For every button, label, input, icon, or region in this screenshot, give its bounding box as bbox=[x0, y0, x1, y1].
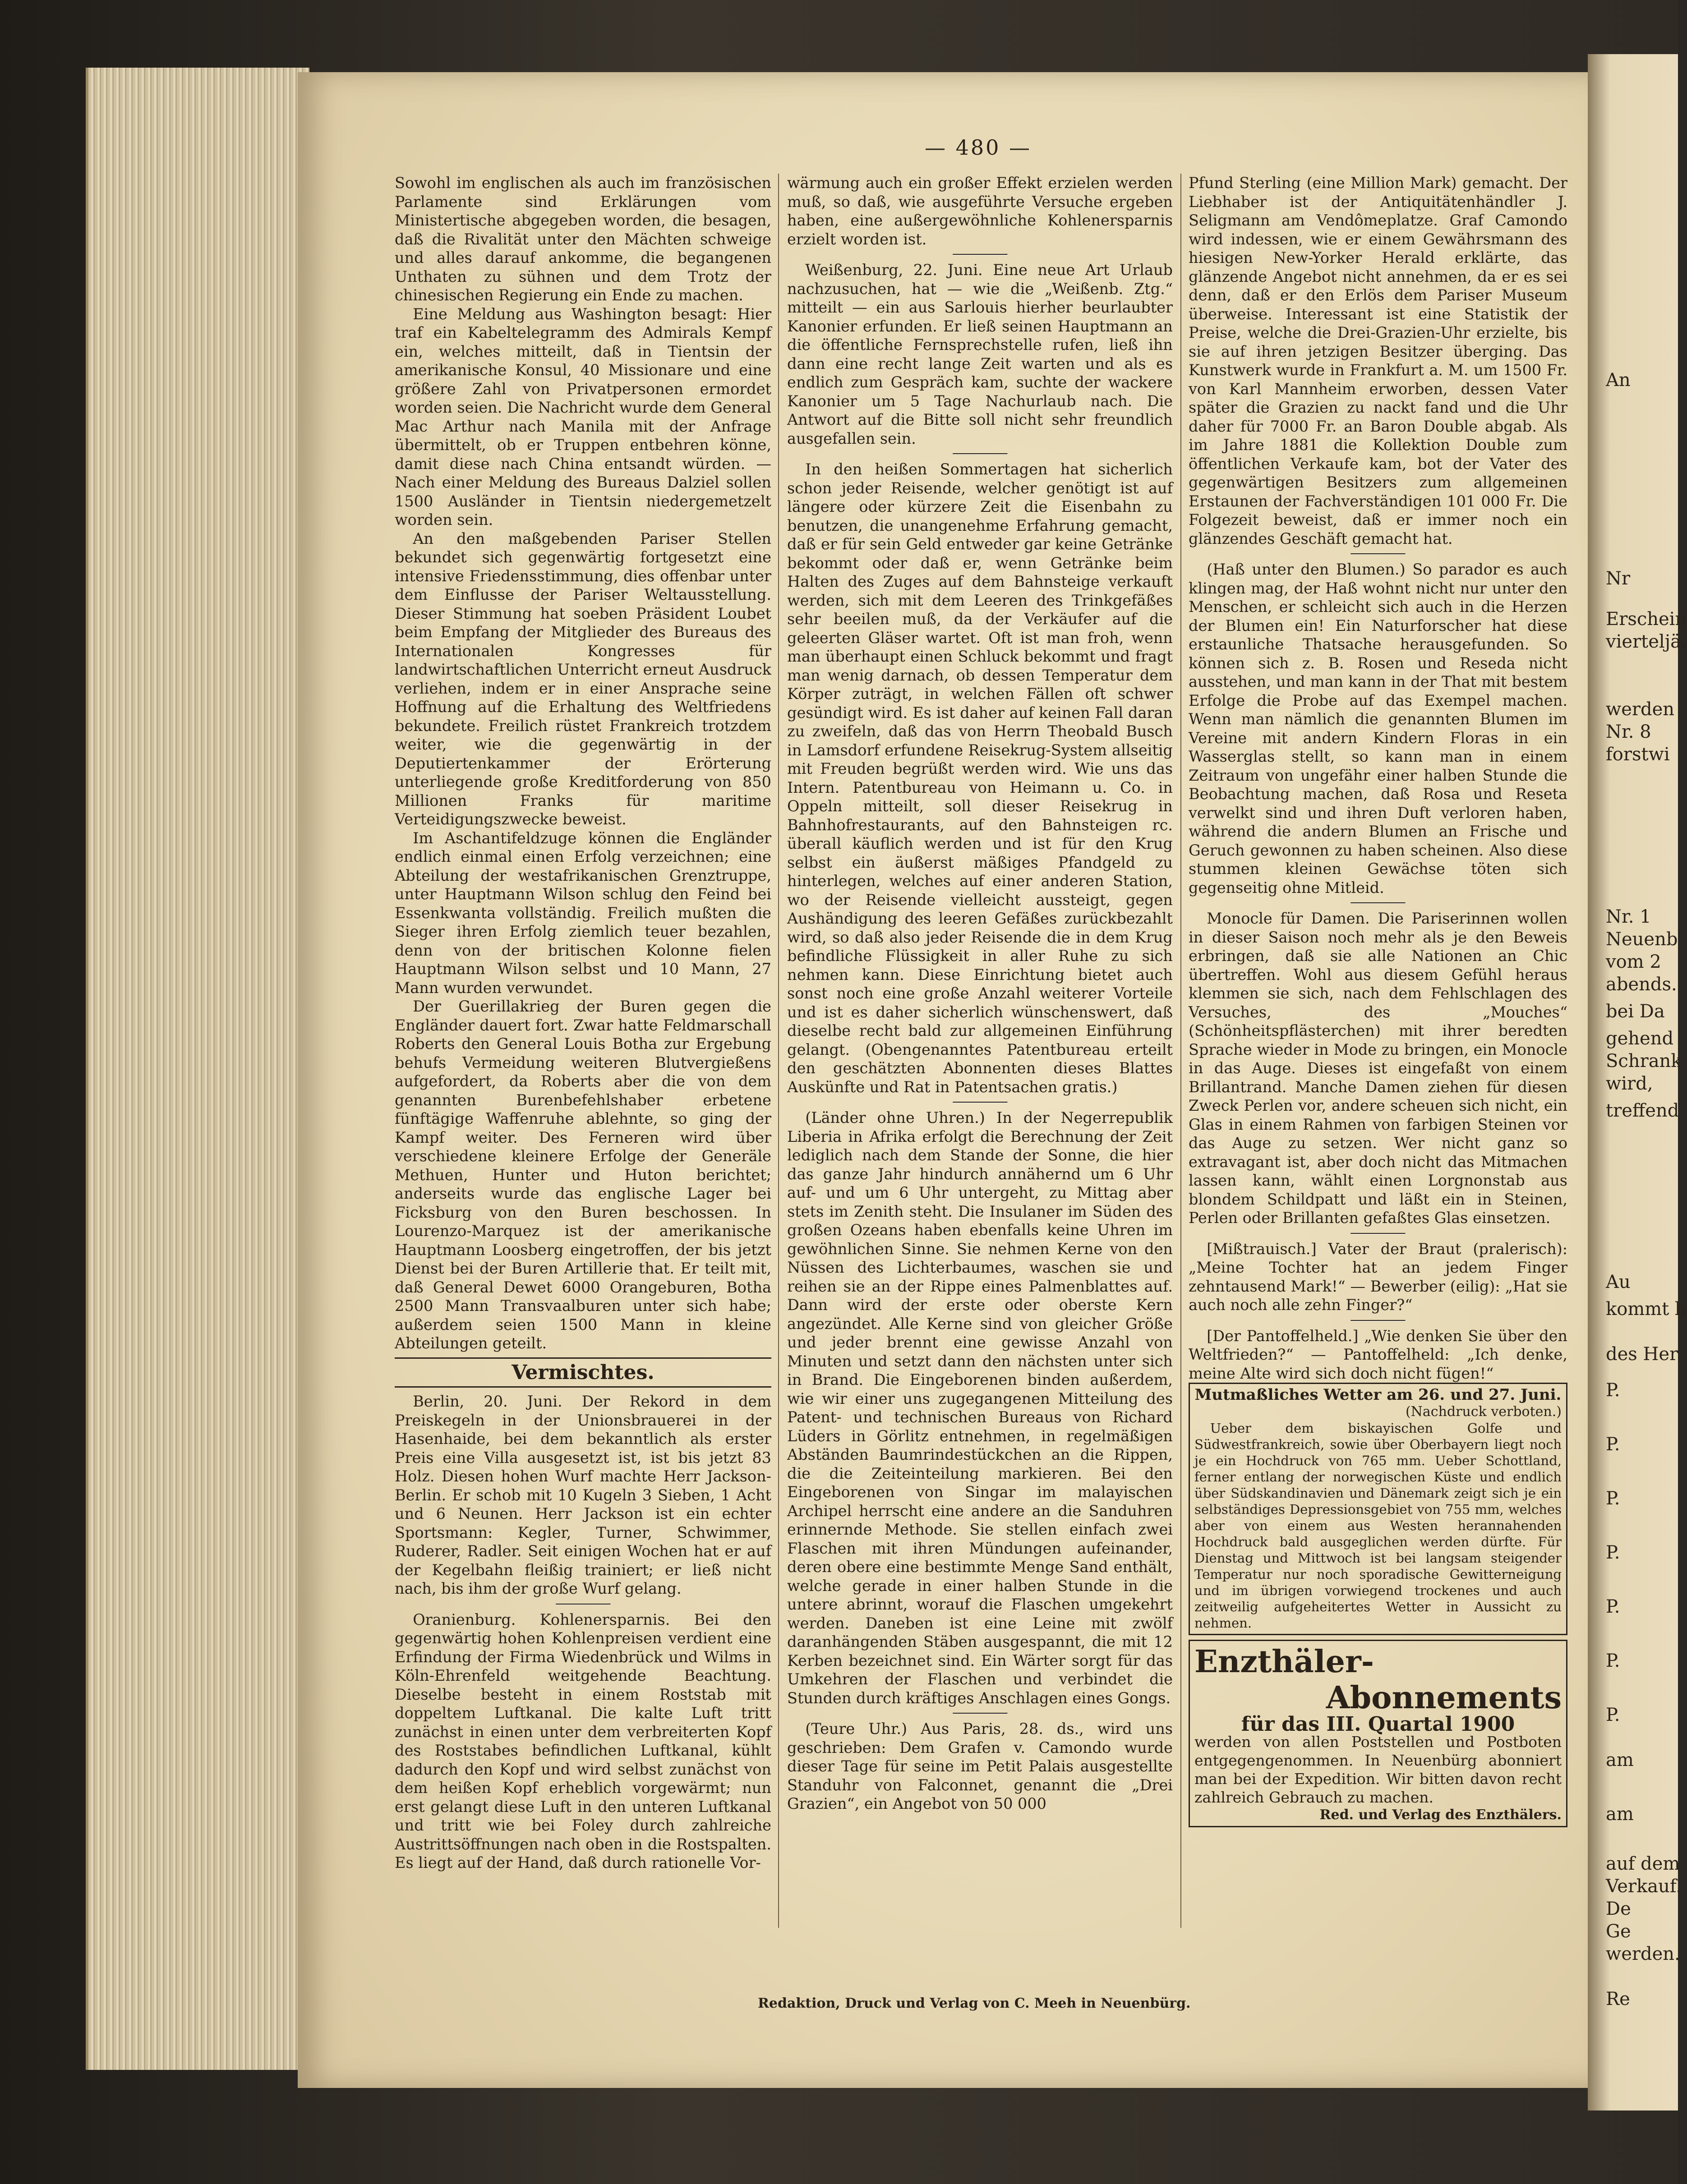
next-page-text-fragment: Neuenb bbox=[1606, 929, 1678, 950]
article-paragraph: [Der Pantoffelheld.] „Wie denken Sie über den Weltfrieden?“ — Pantoffelheld: „Ich denke, meine Alte wird sich doch nicht fügen!“ bbox=[1189, 1327, 1567, 1382]
ad-title-line-1: Enzthäler- bbox=[1194, 1644, 1374, 1680]
article-paragraph: (Länder ohne Uhren.) In der Negerrepublik Liberia in Afrika erfolgt die Berechnung der Zeit lediglich nach dem Stande der Sonne, die hier das ganze Jahr hindurch annähernd um 6 Uhr auf- und um 6 Uhr untergeht, zu Mittag aber stets im Zenith steht. Die Insulaner im Süden des großen Ozeans haben ebenfalls keine Uhren im gewöhnlichen Sinne. Sie nehmen Kerne von den Nüssen des Lichterbaumes, waschen sie und reihen sie an der Rippe eines Palmenblattes auf. Dann wird der erste oder oberste Kern angezündet. Alle Kerne sind von gleicher Größe und jeder brennt eine gewisse Anzahl von Minuten und setzt dann den nächsten unter sich in Brand. Die Eingeborenen binden außerdem, wie wir einer uns zugegangenen Mitteilung des Patent- und technischen Bureaus von Richard Lüders in Görlitz entnehmen, in regelmäßigen Abständen Baumrindestückchen an die Rippen, die die Zeiteinteilung markieren. Bei den Eingeborenen von Singar im malayischen Archipel herrscht eine andere an die Sanduhren erinnernde Methode. Sie stellen einfach zwei Flaschen mit ihren Mündungen aufeinander, deren obere eine bestimmte Menge Sand enthält, welche gerade in einer halben Stunde in die untere abrinnt, worauf die Flaschen umgekehrt werden. Daneben ist eine Leine mit zwölf daranhängenden Stäben ausgespannt, die mit 12 Kerben bezeichnet sind. Ein Wärter sorgt für das Umkehren der Flaschen und verbindet die Stunden durch kräftiges Anschlagen eines Gongs. bbox=[787, 1109, 1173, 1707]
column-divider bbox=[1180, 174, 1181, 1928]
ad-title-line-2: Abonnements bbox=[1326, 1680, 1562, 1716]
article-paragraph: Im Aschantifeldzuge können die Engländer endlich einmal einen Erfolg verzeichnen; eine Abteilung der westafrikanischen Grenztruppe, unter Hauptmann Wilson schlug den Feind bei Essenkwanta vollständig. Freilich mußten die Sieger ihren Erfolg ziemlich teuer bezahlen, denn von der britischen Kolonne fielen Hauptmann Wilson selbst und 10 Mann, 27 Mann wurden verwundet. bbox=[395, 829, 771, 997]
article-separator bbox=[953, 453, 1008, 455]
article-separator bbox=[1351, 1233, 1406, 1234]
next-page-text-fragment: Re bbox=[1606, 1989, 1630, 2009]
section-rule bbox=[395, 1357, 771, 1359]
next-page-text-fragment: treffend bbox=[1606, 1100, 1679, 1121]
article-paragraph: Sowohl im englischen als auch im französischen Parlamente sind Erklärungen vom Ministertische abgegeben worden, die besagen, daß die Rivalität unter den Mächten schweige und alles darauf ankomme, die begangenen Unthaten zu sühnen und dem Trotz der chinesischen Regierung ein Ende zu machen. bbox=[395, 174, 771, 304]
next-page-text-fragment: des Her bbox=[1606, 1344, 1678, 1365]
next-page-text-fragment: Verkauf. bbox=[1606, 1876, 1682, 1897]
next-page-text-fragment: Nr. 1 bbox=[1606, 906, 1651, 927]
weather-note: (Nachdruck verboten.) bbox=[1405, 1404, 1562, 1420]
next-page-text-fragment: werden. bbox=[1606, 1944, 1680, 1964]
article-paragraph: (Teure Uhr.) Aus Paris, 28. ds., wird uns geschrieben: Dem Grafen v. Camondo wurde dieser Tage für seine im Petit Palais ausgestellte Standuhr von Falconnet, genannt die „Drei Grazien“, ein Angebot von 50 000 bbox=[787, 1720, 1173, 1812]
next-page-text-fragment: P. bbox=[1606, 1596, 1620, 1617]
article-paragraph: Oranienburg. Kohlenersparnis. Bei den gegenwärtig hohen Kohlenpreisen verdient eine Erfindung der Firma Wiedenbrück und Wilms in Köln-Ehrenfeld weitgehende Beachtung. Dieselbe besteht in einem Roststab mit doppeltem Luftkanal. Die kalte Luft tritt zunächst in einen unter dem verbreiterten Kopf des Roststabes befindlichen Luftkanal, kühlt dadurch den Kopf und wird selbst zunächst von dem heißen Kopf erheblich vorgewärmt; nun erst gelangt diese Luft in den unteren Luftkanal und tritt wie bei Foley durch zahlreiche Austrittsöffnungen nach oben in die Rostspalten. Es liegt auf der Hand, daß durch rationelle Vor- bbox=[395, 1610, 771, 1871]
article-paragraph: [Mißtrauisch.] Vater der Braut (pralerisch): „Meine Tochter hat an jedem Finger zehntausend Mark!“ — Bewerber (eilig): „Hat sie auch noch alle zehn Finger?“ bbox=[1189, 1240, 1567, 1314]
article-separator bbox=[953, 1102, 1008, 1103]
next-page-text-fragment: werden bbox=[1606, 699, 1675, 720]
article-separator bbox=[556, 1604, 611, 1605]
ad-signature: Red. und Verlag des Enzthälers. bbox=[1319, 1807, 1562, 1823]
article-paragraph: (Haß unter den Blumen.) So parador es auch klingen mag, der Haß wohnt nicht nur unter den Menschen, er schleicht sich auch in die Herzen der Blumen ein! Ein Naturforscher hat diese erstaunliche Thatsache herausgefunden. So können sich z. B. Rosen und Reseda nicht ausstehen, und man kann in der That mit bestem Erfolge die Probe auf das Exempel machen. Wenn man nämlich die genannten Blumen im Vereine mit andern Kindern Floras in ein Wasserglas stellt, so kann man in einem Zeitraum von ungefähr einer halben Stunde die Beobachtung machen, daß Rosa und Reseta verwelkt sind und ihren Duft verloren haben, während die andern Blumen an Frische und Geruch gewonnen zu haben scheinen. Also diese stummen kleinen Gewächse töten sich gegenseitig ohne Mitleid. bbox=[1189, 561, 1567, 897]
article-separator bbox=[953, 1713, 1008, 1714]
next-page-text-fragment: P. bbox=[1606, 1434, 1620, 1455]
section-heading: Vermischtes. bbox=[512, 1361, 655, 1384]
next-page-fragment bbox=[1588, 54, 1687, 2110]
next-page-text-fragment: P. bbox=[1606, 1651, 1620, 1671]
weather-heading: Mutmaßliches Wetter am 26. und 27. Juni. bbox=[1194, 1386, 1562, 1404]
article-paragraph: Monocle für Damen. Die Pariserinnen wollen in dieser Saison noch mehr als je den Beweis erbringen, daß sie alle Nationen an Chic übertreffen. Wohl aus diesem Gefühl heraus klemmen sie sich, nach dem Fehlschlagen des Versuches, des „Mouches“ (Schönheitspflästerchen) mit ihrer beredten Sprache wieder in Mode zu bringen, ein Monocle in das Auge. Dieses ist eingefaßt von einem Brillantrand. Manche Damen ziehen für diesen Zweck Perlen vor, andere scheuen sich nicht, ein Glas in einem Rahmen von farbigen Steinen vor das Auge zu setzen. Wer nicht ganz so extravagant ist, aber doch nicht das Mitmachen lassen kann, wählt einen Lorgnonstab aus blondem Schildpatt und läßt ein in Steinen, Perlen oder Brillanten gefaßtes Glas einsetzen. bbox=[1189, 910, 1567, 1227]
next-page-text-fragment: P. bbox=[1606, 1488, 1620, 1509]
article-paragraph: Berlin, 20. Juni. Der Rekord in dem Preiskegeln in der Unionsbrauerei in der Hasenhaide, bei dem bekanntlich als erster Preis eine Villa ausgesetzt ist, ist bis jetzt 83 Holz. Diesen hohen Wurf machte Herr Jackson-Berlin. Er schob mit 10 Kugeln 3 Sieben, 1 Acht und 6 Neunen. Herr Jackson ist ein echter Sportsmann: Kegler, Turner, Schwimmer, Ruderer, Radler. Seit einigen Wochen hat er auf der Kegelbahn fleißig trainiert; er ließ nicht nach, bis ihm der große Wurf gelang. bbox=[395, 1393, 771, 1597]
article-separator bbox=[1351, 902, 1406, 904]
column-2 bbox=[787, 174, 1173, 1813]
ad-body: werden von allen Poststellen und Postboten entgegengenommen. In Neuenbürg abonniert man bei der Expedition. Wir bitten davon recht zahlreich Gebrauch zu machen. bbox=[1194, 1733, 1562, 1806]
imprint: Redaktion, Druck und Verlag von C. Meeh in Neuenbürg. bbox=[758, 1995, 1191, 2011]
article-separator bbox=[1351, 553, 1406, 555]
next-page-text-fragment: am bbox=[1606, 1804, 1634, 1825]
article-paragraph: Pfund Sterling (eine Million Mark) gemacht. Der Liebhaber ist der Antiquitätenhändler J. Seligmann am Vendômeplatze. Graf Camondo wird indessen, wie er einem Gewährsmann des hiesigen New-Yorker Herald erklärte, das glänzende Angebot nicht annehmen, da er es sei denn, daß er den Erlös dem Pariser Museum überweise. Interessant ist eine Statistik der Preise, welche die Drei-Grazien-Uhr erzielte, bis sie auf ihren jetzigen Besitzer überging. Das Kunstwerk wurde in Frankfurt a. M. um 1500 Fr. von Karl Mannheim erworben, dessen Vater später die Grazien zu nackt fand und die Uhr daher für 7000 Fr. an Baron Double abgab. Als im Jahre 1881 die Kollektion Double zum öffentlichen Verkaufe kam, bot der Vater des gegenwärtigen Besitzers zum allgemeinen Erstaunen der Fachverständigen 101 000 Fr. Die Folgezeit beweist, daß er immer noch ein glänzendes Geschäft gemacht hat. bbox=[1189, 174, 1567, 547]
weather-text: Ueber dem biskayischen Golfe und Südwestfrankreich, sowie über Oberbayern liegt noch je ein Hochdruck von 765 mm. Ueber Schottland, ferner entlang der norwegischen Küste und endlich über Südskandinavien und Dänemark zeigt sich je ein selbständiges Depressionsgebiet von 755 mm, welches aber von einem aus Westen herannahenden Hochdruck bald ausgeglichen werden dürfte. Für Dienstag und Mittwoch ist bei langsam steigender Temperatur nur noch sporadische Gewitterneigung und im übrigen vorwiegend trockenes und auch zeitweilig aufgeheitertes Wetter in Aussicht zu nehmen. bbox=[1194, 1421, 1562, 1631]
column-divider bbox=[778, 174, 779, 1928]
article-paragraph: Der Guerillakrieg der Buren gegen die Engländer dauert fort. Zwar hatte Feldmarschall Roberts den General Louis Botha zur Ergebung behufs Vermeidung weiteren Blutvergießens aufgefordert, da Roberts aber die von dem genannten Burenbefehlshaber erbetene fünftägige Waffenruhe ablehnte, so ging der Kampf weiter. Des Ferneren wird über verschiedene kleinere Erfolge der Generäle Methuen, Hunter und Huton berichtet; anderseits wurde das englische Lager bei Ficksburg von den Buren beschossen. In Lourenzo-Marquez ist der amerikanische Hauptmann Loosberg eingetroffen, der bis jetzt Dienst bei der Buren Artillerie that. Er teilt mit, daß General Dewet 6000 Orangeburen, Botha 2500 Mann Transvaalburen unter sich habe; außerdem seien 1500 Mann in kleine Abteilungen geteilt. bbox=[395, 998, 771, 1352]
next-page-text-fragment: forstwi bbox=[1606, 744, 1670, 765]
column-3 bbox=[1189, 174, 1567, 1827]
section-rule bbox=[395, 1386, 771, 1388]
next-page-text-fragment: abends. bbox=[1606, 974, 1677, 995]
next-page-text-fragment: De bbox=[1606, 1899, 1631, 1919]
subscription-ad bbox=[1189, 1640, 1567, 1827]
ad-quarter: für das III. Quartal 1900 bbox=[1241, 1713, 1515, 1736]
next-page-text-fragment: An bbox=[1606, 370, 1631, 391]
article-paragraph: An den maßgebenden Pariser Stellen bekundet sich gegenwärtig fortgesetzt eine intensive Friedensstimmung, dies offenbar unter dem Einflusse der Pariser Weltausstellung. Dieser Stimmung hat soeben Präsident Loubet beim Empfang der Mitglieder des Bureaus des Internationalen Kongresses für landwirtschaftlichen Unterricht erneut Ausdruck verliehen, indem er in einer Ansprache seine Hoffnung auf die Erhaltung des Weltfriedens bekundete. Freilich rüstet Frankreich trotzdem weiter, wie die gegenwärtig in der Deputiertenkammer der Erörterung unterliegende große Kreditforderung von 850 Millionen Franks für maritime Verteidigungszwecke beweist. bbox=[395, 529, 771, 828]
next-page-text-fragment: auf dem bbox=[1606, 1853, 1680, 1874]
next-page-text-fragment: gehend bbox=[1606, 1028, 1674, 1049]
next-page-text-fragment: am bbox=[1606, 1750, 1634, 1770]
article-separator bbox=[1351, 1320, 1406, 1321]
article-separator bbox=[953, 254, 1008, 255]
article-paragraph: wärmung auch ein großer Effekt erzielen werden muß, so daß, wie ausgeführte Versuche ergeben haben, eine außergewöhnliche Kohlenersparnis erzielt worden ist. bbox=[787, 174, 1173, 248]
article-paragraph: Weißenburg, 22. Juni. Eine neue Art Urlaub nachzusuchen, hat — wie die „Weißenb. Ztg.“ mitteilt — ein aus Sarlouis hierher beurlaubter Kanonier erfunden. Er ließ seinen Hauptmann an die öffentliche Fernsprechstelle rufen, ließ ihn dann eine recht lange Zeit warten und als es endlich zum Gespräch kam, suchte der wackere Kanonier um 5 Tage Nachurlaub nach. Die Antwort auf die Bitte soll nicht sehr freundlich ausgefallen sein. bbox=[787, 261, 1173, 447]
next-page-text-fragment: wird, bbox=[1606, 1073, 1653, 1094]
article-paragraph: Eine Meldung aus Washington besagt: Hier traf ein Kabeltelegramm des Admirals Kempf ein, welches mitteilt, daß in Tientsin der amerikanische Konsul, 40 Missionare und eine größere Zahl von Privatpersonen ermordet worden seien. Die Nachricht wurde dem General Mac Arthur nach Manila mit der Anfrage übermittelt, ob er Truppen entbehren könne, damit diese nach China entsandt würden. — Nach einer Meldung des Bureaus Dalziel sollen 1500 Ausländer in Tientsin niedergemetzelt worden sein. bbox=[395, 305, 771, 529]
next-page-text-fragment: vierteljä. bbox=[1606, 631, 1687, 652]
next-page-text-fragment: vom 2 bbox=[1606, 952, 1661, 972]
page-number: — 480 — bbox=[925, 135, 1032, 160]
next-page-text-fragment: P. bbox=[1606, 1705, 1620, 1725]
next-page-text-fragment: Au bbox=[1606, 1272, 1631, 1292]
next-page-text-fragment: Schrank bbox=[1606, 1051, 1682, 1071]
next-page-text-fragment: P. bbox=[1606, 1380, 1620, 1401]
next-page-text-fragment: Nr bbox=[1606, 568, 1631, 589]
book-page-edges bbox=[86, 68, 309, 2070]
next-page-text-fragment: bei Da bbox=[1606, 1001, 1665, 1022]
article-paragraph: In den heißen Sommertagen hat sicherlich schon jeder Reisende, welcher genötigt ist auf längere oder kürzere Zeit die Eisenbahn zu benutzen, die unangenehme Erfahrung gemacht, daß er für sein Geld entweder gar keine Getränke bekommt oder daß er, wenn Getränke beim Halten des Zuges auf dem Bahnsteige verkauft werden, sich mit dem Leeren des Trinkgefäßes sehr beeilen muß, da der Verkäufer auf die geleerten Gläser wartet. Oft ist man froh, wenn man überhaupt einen Schluck bekommt und fragt man wenig darnach, ob dessen Temperatur dem Körper zuträgt, in welchen Fällen oft schwer gesündigt wird. Es ist daher auf keinen Fall daran zu zweifeln, daß das von Herrn Theobald Busch in Lamsdorf erfundene Reisekrug-System allseitig mit Freuden begrüßt werden wird. Wie uns das Intern. Patentbureau von Heimann u. Co. in Oppeln mitteilt, soll dieser Reisekrug in Bahnhofrestaurants, auf den Bahnsteigen rc. überall käuflich werden und ist für den Krug selbst ein äußerst mäßiges Pfandgeld zu hinterlegen, welches auf einer anderen Station, wo der Reisende vielleicht aussteigt, gegen Aushändigung des leeren Gefäßes zurückbezahlt wird, so daß also jeder Reisende die in dem Krug befindliche Flüssigkeit in aller Ruhe zu sich nehmen kann. Diese Einrichtung bietet auch sonst noch eine große Anzahl weiterer Vorteile und ist es daher sicherlich wünschenswert, daß dieselbe recht bald zur allgemeinen Einführung gelangt. (Obengenanntes Patentbureau erteilt den geschätzten Abonnenten dieses Blattes Auskünfte und Rat in Patentsachen gratis.) bbox=[787, 460, 1173, 1096]
column-1 bbox=[395, 174, 771, 1872]
next-page-text-fragment: kommt b bbox=[1606, 1299, 1687, 1320]
next-page-text-fragment: Erschein bbox=[1606, 609, 1687, 630]
weather-box bbox=[1189, 1383, 1567, 1635]
next-page-text-fragment: Ge bbox=[1606, 1921, 1631, 1942]
next-page-text-fragment: Nr. 8 bbox=[1606, 722, 1651, 742]
next-page-text-fragment: P. bbox=[1606, 1542, 1620, 1563]
